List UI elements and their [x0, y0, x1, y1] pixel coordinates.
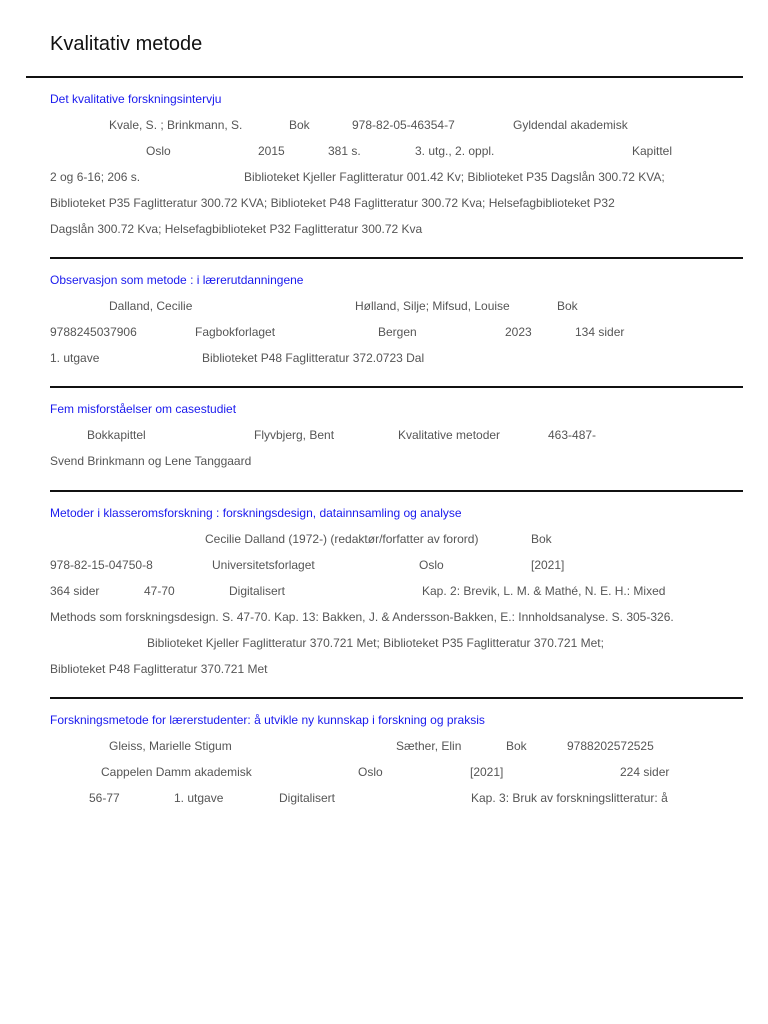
entry-edition: 3. utg., 2. oppl.: [415, 144, 495, 158]
entry-pages: 463-487-: [548, 428, 597, 442]
entry-pages: 381 s.: [328, 144, 361, 158]
entry-editors: Svend Brinkmann og Lene Tanggaard: [50, 454, 252, 468]
entry-place: Oslo: [146, 144, 171, 158]
entry-book: Kvalitative metoder: [398, 428, 501, 442]
entry-coauthor: Sæther, Elin: [396, 739, 462, 753]
entry-year: 2023: [505, 325, 532, 339]
entry-note: Kap. 3: Bruk av forskningslitteratur: å: [471, 791, 668, 805]
entry-coauthors: Hølland, Silje; Mifsud, Louise: [355, 299, 510, 313]
divider: [50, 257, 743, 259]
entry-author: Kvale, S. ; Brinkmann, S.: [109, 118, 243, 132]
entry-year: 2015: [258, 144, 285, 158]
entry-title-link[interactable]: Observasjon som metode : i lærerutdanningene: [50, 273, 304, 287]
entry-range: 56-77: [89, 791, 120, 805]
entry-location: Biblioteket P48 Faglitteratur 370.721 Met: [50, 662, 268, 676]
entry-type: Bok: [289, 118, 310, 132]
entry-format: Digitalisert: [229, 584, 286, 598]
entry-type: Bok: [506, 739, 527, 753]
entry-isbn: 978-82-15-04750-8: [50, 558, 153, 572]
divider: [50, 386, 743, 388]
entry-title-link[interactable]: Forskningsmetode for lærerstudenter: å utvikle ny kunnskap i forskning og praksis: [50, 713, 485, 727]
entry-note: Kap. 2: Brevik, L. M. & Mathé, N. E. H.: Mixed: [422, 584, 666, 598]
entry-type: Bok: [531, 532, 552, 546]
divider: [50, 697, 743, 699]
entry-pages: 224 sider: [620, 765, 670, 779]
entry-title-link[interactable]: Metoder i klasseromsforskning : forskningsdesign, datainnsamling og analyse: [50, 506, 462, 520]
entry-edition: 1. utgave: [174, 791, 224, 805]
entry-title-link[interactable]: Det kvalitative forskningsintervju: [50, 92, 222, 106]
entry-author: Cecilie Dalland (1972-) (redaktør/forfatter av forord): [205, 532, 479, 546]
entry-location: Biblioteket Kjeller Faglitteratur 370.721 Met; Biblioteket P35 Faglitteratur 370.721 Met;: [147, 636, 604, 650]
entry-year: [2021]: [531, 558, 565, 572]
entry-location: Dagslån 300.72 Kva; Helsefagbiblioteket P32 Faglitteratur 300.72 Kva: [50, 222, 423, 236]
entry-author: Gleiss, Marielle Stigum: [109, 739, 232, 753]
entry-format: Digitalisert: [279, 791, 336, 805]
entry-place: Oslo: [419, 558, 444, 572]
entry-type: Bokkapittel: [87, 428, 146, 442]
entry-pages: 364 sider: [50, 584, 100, 598]
entry-isbn: 978-82-05-46354-7: [352, 118, 455, 132]
entry-publisher: Fagbokforlaget: [195, 325, 276, 339]
entry-publisher: Cappelen Damm akademisk: [101, 765, 252, 779]
entry-publisher: Gyldendal akademisk: [513, 118, 628, 132]
entry-year: [2021]: [470, 765, 504, 779]
entry-publisher: Universitetsforlaget: [212, 558, 315, 572]
entry-author: Flyvbjerg, Bent: [254, 428, 335, 442]
entry-author: Dalland, Cecilie: [109, 299, 193, 313]
divider: [26, 76, 743, 78]
entry-isbn: 9788202572525: [567, 739, 654, 753]
entry-location: Biblioteket P48 Faglitteratur 372.0723 Dal: [202, 351, 425, 365]
entry-title-link[interactable]: Fem misforståelser om casestudiet: [50, 402, 237, 416]
entry-location: Biblioteket P35 Faglitteratur 300.72 KVA; Biblioteket P48 Faglitteratur 300.72 Kva; Helsefagbiblioteket P32: [50, 196, 615, 210]
entry-place: Bergen: [378, 325, 417, 339]
page-title: Kvalitativ metode: [50, 33, 203, 55]
entry-range: 47-70: [144, 584, 175, 598]
entry-edition: 1. utgave: [50, 351, 100, 365]
entry-type: Bok: [557, 299, 578, 313]
entry-isbn: 9788245037906: [50, 325, 137, 339]
entry-place: Oslo: [358, 765, 383, 779]
divider: [50, 490, 743, 492]
entry-location: Biblioteket Kjeller Faglitteratur 001.42 Kv; Biblioteket P35 Dagslån 300.72 KVA;: [244, 170, 665, 184]
entry-pages: 134 sider: [575, 325, 625, 339]
entry-chapter: Kapittel: [632, 144, 673, 158]
entry-chapter-detail: 2 og 6-16; 206 s.: [50, 170, 141, 184]
entry-note: Methods som forskningsdesign. S. 47-70. Kap. 13: Bakken, J. & Andersson-Bakken, E.: Innholdsanalyse. S. 305-326.: [50, 610, 674, 624]
